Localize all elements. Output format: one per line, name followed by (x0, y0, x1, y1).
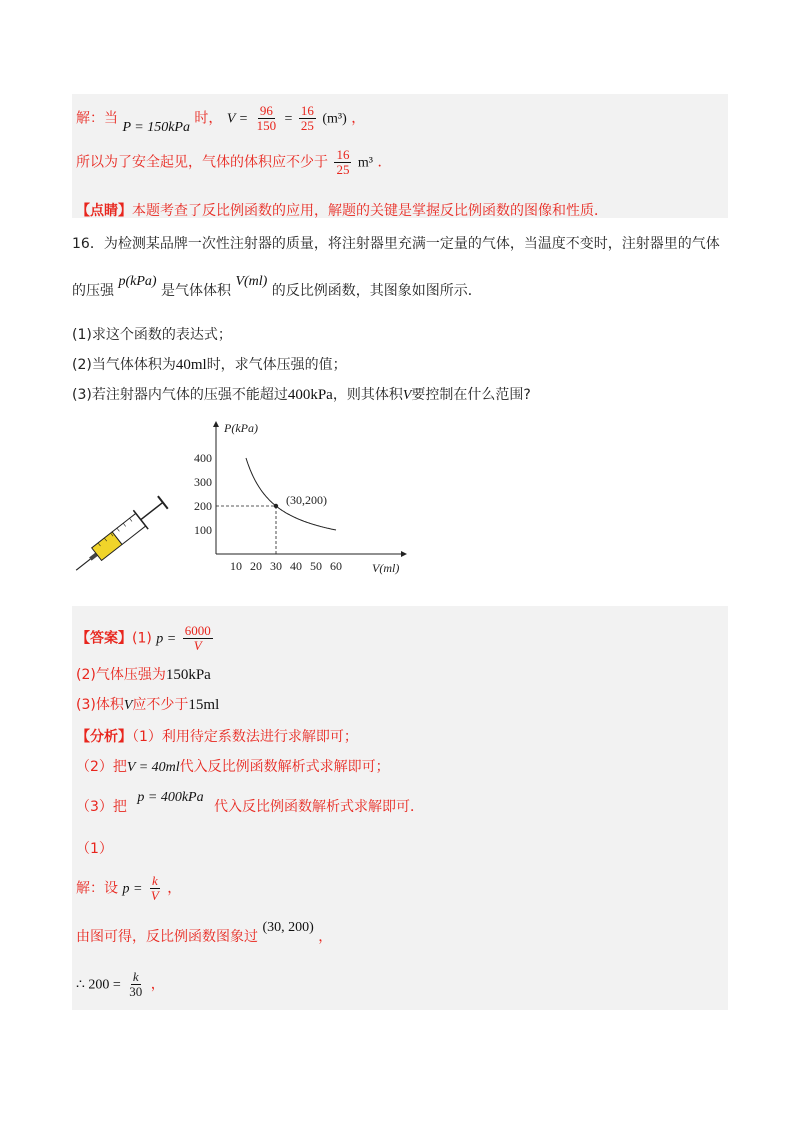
y-tick-label: 100 (194, 523, 212, 537)
x-tick-label: 30 (270, 559, 282, 573)
question-line-2: 的压强 p(kPa) 是气体体积 V(ml) 的反比例函数，其图象如图所示． (72, 274, 482, 299)
fraction-k-30: $\frac{k}{30}$ (129, 969, 143, 999)
y-tick-label: 400 (194, 451, 212, 465)
comment-line: 【点睛】本题考查了反比例函数的应用，解题的关键是掌握反比例函数的图像和性质． (76, 203, 608, 219)
solution-step-3: ∴ 200 = $\frac{k}{30}$ ， (76, 969, 165, 999)
answer-line-1: 【答案】(1) p = $\frac{6000}{V}$ (76, 623, 211, 653)
syringe-illustration (70, 482, 180, 582)
x-tick-label: 50 (310, 559, 322, 573)
question-line-1: 16．为检测某品牌一次性注射器的质量，将注射器里充满一定量的气体，当温度不变时，注射器里的气体 (72, 236, 720, 252)
solution-step-1: 解：设 p = $\frac{k}{V}$ ， (76, 873, 182, 903)
solution-step-2: 由图可得，反比例函数图象过 (30, 200) ， (76, 920, 333, 945)
x-tick-label: 40 (290, 559, 302, 573)
math-p-condition: P = 150kPa (122, 119, 190, 135)
highlight-point (274, 504, 278, 508)
analysis-tag: 【分析】 (76, 729, 132, 745)
fraction-6000-V: $\frac{6000}{V}$ (184, 623, 211, 653)
y-axis-label: P(kPa) (224, 421, 258, 435)
fraction-96-150: $\frac{96}{150}$ (256, 103, 277, 133)
fraction-k-V: $\frac{k}{V}$ (150, 873, 159, 903)
answer-line-3: (3)体积V应不少于15ml (76, 697, 220, 713)
answer-tag: 【答案】 (76, 630, 132, 647)
question-part-1: (1)求这个函数的表达式； (72, 327, 232, 343)
fraction-16-25-b: $\frac{16}{25}$ (336, 147, 350, 177)
analysis-line-1: 【分析】（1）利用待定系数法进行求解即可； (76, 729, 358, 745)
analysis-line-3: （3）把 p = 400kPa 代入反比例函数解析式求解即可． (76, 790, 425, 815)
y-tick-label: 200 (194, 499, 212, 513)
question-part-3: (3)若注射器内气体的压强不能超过400kPa，则其体积V要控制在什么范围? (72, 387, 531, 403)
x-tick-label: 20 (250, 559, 262, 573)
x-axis-label: V(ml) (372, 561, 400, 575)
solution-line-2: 所以为了安全起见，气体的体积应不少于 $\frac{16}{25}$ m³ ． (76, 147, 392, 177)
fraction-16-25: $\frac{16}{25}$ (300, 103, 314, 133)
x-tick-label: 60 (330, 559, 342, 573)
solution-part-label: （1） (76, 841, 113, 857)
pressure-volume-chart (180, 418, 410, 580)
solution-line-1: 解：当 P = 150kPa 时， V = $\frac{96}{150}$ = $\frac{16}{25}$ (m³) ， (76, 103, 366, 135)
analysis-line-2: （2）把V = 40ml代入反比例函数解析式求解即可； (76, 759, 390, 775)
y-tick-label: 300 (194, 475, 212, 489)
question-part-2: (2)当气体体积为40ml时，求气体压强的值； (72, 357, 347, 373)
highlight-point-label: (30,200) (286, 493, 327, 507)
answer-line-2: (2)气体压强为150kPa (76, 667, 211, 683)
comment-tag: 【点睛】 (76, 203, 132, 219)
x-tick-label: 10 (230, 559, 242, 573)
